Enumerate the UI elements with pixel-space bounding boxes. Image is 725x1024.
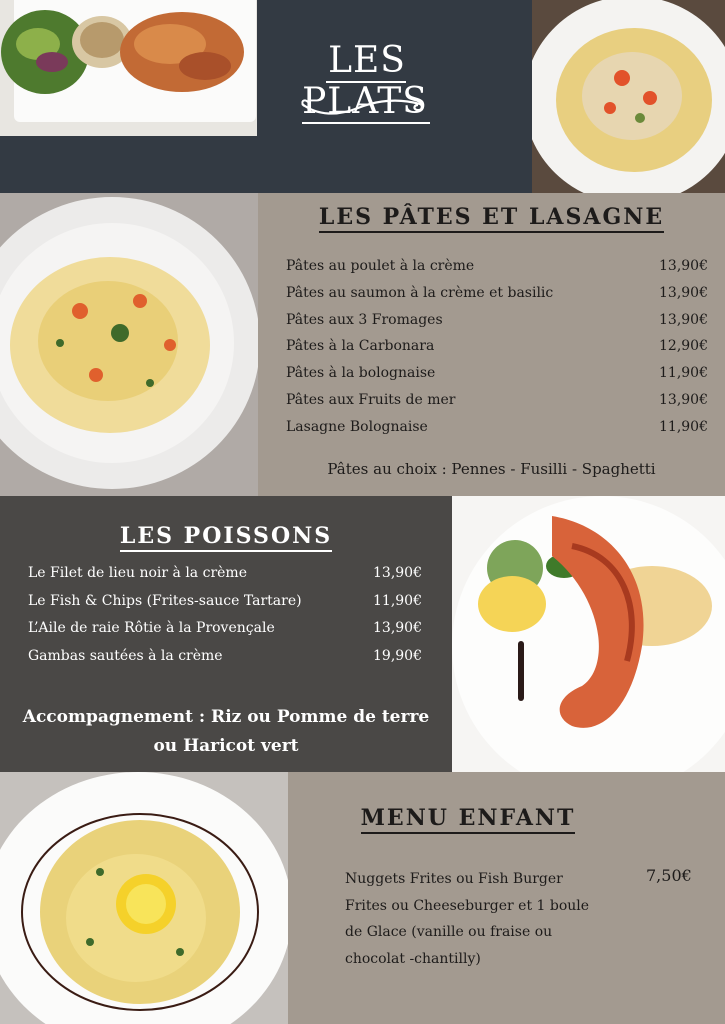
flourish-ornament [298,94,426,118]
menu-item: Pâtes à la Carbonara 12,90€ [286,338,708,355]
salad-shrimp-photo [0,0,257,136]
menu-item: Le Fish & Chips (Frites-sauce Tartare) 11,90€ [28,592,422,609]
menu-item: Pâtes au poulet à la crème 13,90€ [286,258,708,274]
pasta-menu-list [286,258,708,446]
kids-menu-description [345,866,615,973]
pasta-choice-note: Pâtes au choix : Pennes - Fusilli - Spaghetti [327,460,656,478]
fish-fillet-photo [0,772,288,1024]
kids-menu-line: de Glace (vanille ou fraise ou [345,924,553,941]
menu-item: Pâtes à la bolognaise 11,90€ [286,365,708,382]
fusilli-photo [0,193,258,496]
menu-item: Pâtes aux Fruits de mer 13,90€ [286,391,708,408]
menu-item: Pâtes au saumon à la crème et basilic 13,90€ [286,284,708,301]
fish-heading: LES POISSONS [0,523,452,549]
page-title: LES PLATS [302,40,428,122]
menu-item: Gambas sautées à la crème 19,90€ [28,648,422,665]
kids-menu-line: chocolat -chantilly) [345,951,481,968]
side-dish-line: Accompagnement : Riz ou Pomme de terre [22,707,430,727]
menu-item: Le Filet de lieu noir à la crème 13,90€ [28,565,422,581]
side-dish-line: ou Haricot vert [153,736,299,756]
kids-menu-price: 7,50€ [646,866,692,885]
kids-menu-line: Nuggets Frites ou Fish Burger [345,871,563,887]
fish-menu-list [28,565,422,676]
kids-menu-line: Frites ou Cheeseburger et 1 boule [345,897,590,914]
side-dish-note [0,703,452,761]
menu-item: L’Aile de raie Rôtie à la Provençale 13,90€ [28,620,422,637]
kids-heading: MENU ENFANT [300,805,636,831]
gambas-photo [452,496,725,772]
menu-item: Pâtes aux 3 Fromages 13,90€ [286,311,708,328]
pasta-heading: LES PÂTES ET LASAGNE [258,204,725,230]
penne-photo [532,0,725,193]
menu-item: Lasagne Bolognaise 11,90€ [286,418,708,435]
